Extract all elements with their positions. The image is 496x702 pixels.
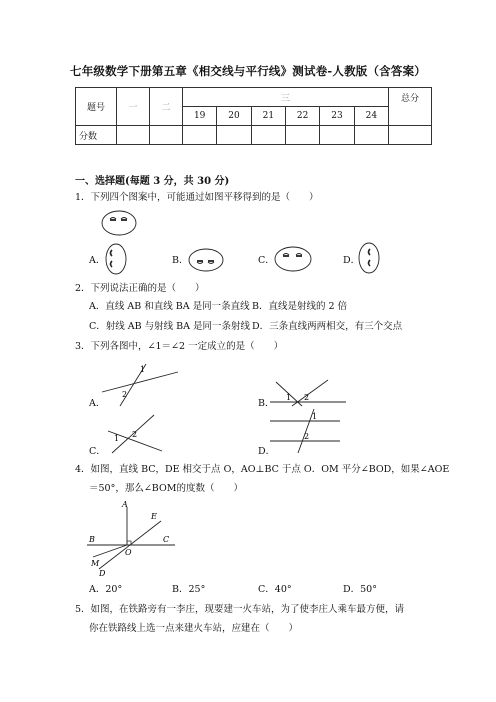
score-cell[interactable] xyxy=(251,126,285,145)
score-table xyxy=(75,87,432,145)
q1-figure-a xyxy=(104,242,128,276)
q4-line2: ＝50°，那么∠BOM的度数（ ） xyxy=(89,483,243,494)
score-cell[interactable] xyxy=(389,126,432,145)
q3-option-b[interactable]: B． xyxy=(258,398,275,409)
q1-option-a[interactable]: A． xyxy=(89,255,106,266)
q3-option-c[interactable]: C． xyxy=(89,446,106,457)
q4-option-b[interactable]: B．25° xyxy=(172,584,206,595)
q3c-angle-1: 1 xyxy=(114,434,120,443)
document-title: 七年级数学下册第五章《相交线与平行线》测试卷-人教版（含答案） xyxy=(70,64,426,78)
q1-option-d[interactable]: D． xyxy=(343,255,361,266)
q3-figure-c xyxy=(100,413,180,457)
q1-figure-b xyxy=(186,247,226,275)
q2-option-d[interactable]: D．三条直线两两相交，有三个交点 xyxy=(252,321,403,332)
sub-20: 20 xyxy=(217,107,251,126)
label-b: B xyxy=(89,535,95,544)
score-cell[interactable] xyxy=(320,126,354,145)
label-a: A xyxy=(122,500,128,509)
q4-option-c[interactable]: C．40° xyxy=(258,584,292,595)
q4-option-d[interactable]: D．50° xyxy=(343,584,377,595)
label-e: E xyxy=(151,512,157,521)
q1-option-b[interactable]: B． xyxy=(172,255,189,266)
q2-option-a[interactable]: A．直线 AB 和直线 BA 是同一条直线 xyxy=(89,301,250,312)
score-cell[interactable] xyxy=(183,126,217,145)
sub-21: 21 xyxy=(251,107,285,126)
label-o: O xyxy=(125,548,132,557)
q3c-angle-2: 2 xyxy=(132,430,138,439)
q2-text: 2．下列说法正确的是（ ） xyxy=(75,283,205,294)
section-heading: 一、选择题(每题 3 分，共 30 分) xyxy=(75,176,230,187)
score-cell[interactable] xyxy=(117,126,150,145)
q3-figure-b xyxy=(268,378,348,408)
q1-text: 1．下列四个图案中，可能通过如图平移得到的是（ ） xyxy=(75,192,319,203)
sub-22: 22 xyxy=(285,107,319,126)
q3-option-a[interactable]: A． xyxy=(89,398,106,409)
header-yi: 一 xyxy=(117,88,150,126)
header-san: 三 xyxy=(183,88,389,107)
q3-figure-a xyxy=(100,360,180,408)
q1-option-c[interactable]: C． xyxy=(258,255,275,266)
q2-option-c[interactable]: C．射线 AB 与射线 BA 是同一条射线 xyxy=(89,321,251,332)
label-d: D xyxy=(99,569,106,578)
header-er: 二 xyxy=(150,88,183,126)
q3b-angle-2: 2 xyxy=(304,393,310,402)
header-tihao: 题号 xyxy=(76,88,117,126)
q3d-angle-2: 2 xyxy=(304,432,310,441)
q3-figure-d xyxy=(268,407,348,455)
q1-figure-d xyxy=(357,241,381,275)
label-c: C xyxy=(163,535,170,544)
q2-option-b[interactable]: B．直线是射线的 2 倍 xyxy=(252,301,348,312)
q3a-angle-2: 2 xyxy=(122,390,128,399)
q3-text: 3．下列各图中，∠1＝∠2 一定成立的是（ ） xyxy=(75,341,284,352)
score-cell[interactable] xyxy=(354,126,388,145)
q3b-angle-1: 1 xyxy=(286,393,292,402)
q1-reference-figure xyxy=(100,209,140,239)
q3a-angle-1: 1 xyxy=(140,365,146,374)
score-cell[interactable] xyxy=(150,126,183,145)
score-cell[interactable] xyxy=(285,126,319,145)
q4-figure xyxy=(85,497,185,579)
q1-figure-c xyxy=(272,245,314,273)
q5-line2: 你在铁路线上选一点来建火车站，应建在（ ） xyxy=(89,623,299,634)
q5-line1: 5．如图，在铁路旁有一李庄，现要建一火车站，为了使李庄人乘车最方便，请 xyxy=(75,604,405,615)
q3-option-d[interactable]: D． xyxy=(258,446,276,457)
sub-24: 24 xyxy=(354,107,388,126)
q3d-angle-1: 1 xyxy=(312,412,318,421)
q4-line1: 4．如图，直线 BC，DE 相交于点 O，AO⊥BC 于点 O．OM 平分∠BOD，如果∠AOE xyxy=(75,464,450,475)
header-zongfen: 总分 xyxy=(389,88,432,126)
score-cell[interactable] xyxy=(217,126,251,145)
q4-option-a[interactable]: A．20° xyxy=(89,584,123,595)
row-fenshu: 分数 xyxy=(76,126,117,145)
sub-23: 23 xyxy=(320,107,354,126)
label-m: M xyxy=(91,559,100,568)
sub-19: 19 xyxy=(183,107,217,126)
